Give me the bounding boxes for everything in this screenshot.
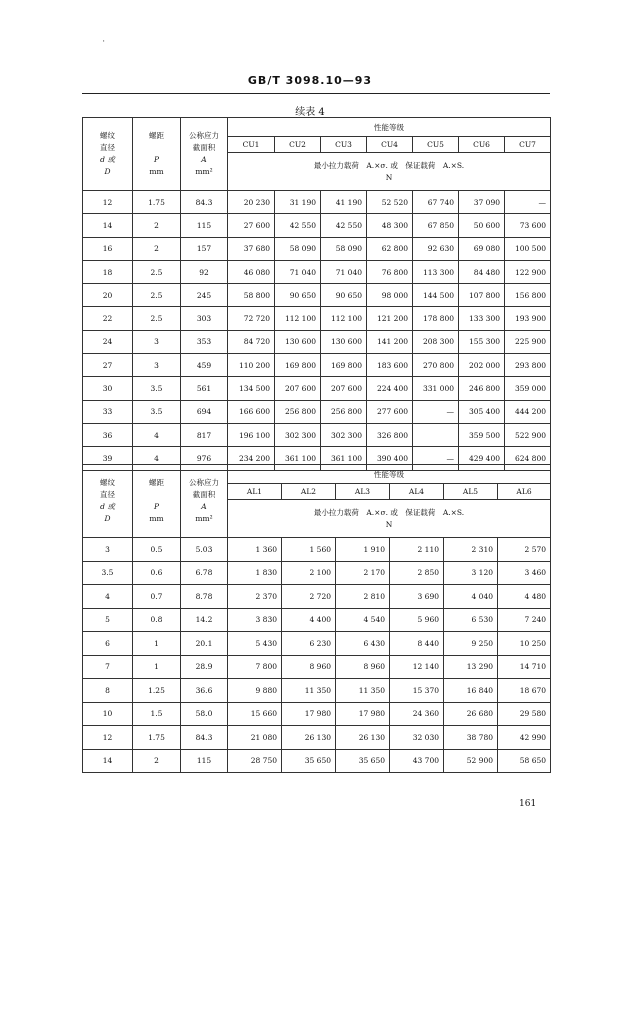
load-value-cell: 2 310	[444, 538, 498, 562]
load-value-cell: 302 300	[321, 423, 367, 446]
table-row	[83, 655, 551, 679]
load-value-cell: 141 200	[367, 330, 413, 353]
thread-diameter-cell: 4	[83, 585, 133, 609]
load-value-cell: 361 100	[321, 447, 367, 470]
load-value-cell: 6 230	[282, 632, 336, 656]
load-value-cell: 31 190	[275, 191, 321, 214]
stress-area-cell: 5.03	[181, 538, 228, 562]
load-value-cell: 11 350	[336, 679, 390, 703]
load-value-cell: 130 600	[321, 330, 367, 353]
load-value-cell: 178 800	[413, 307, 459, 330]
load-value-cell: 8 440	[390, 632, 444, 656]
load-value-cell: 133 300	[459, 307, 505, 330]
pitch-cell: 3	[133, 330, 181, 353]
thread-diameter-cell: 5	[83, 608, 133, 632]
load-value-cell: 208 300	[413, 330, 459, 353]
header-stress-area: 公称应力 截面积 A mm²	[181, 465, 228, 538]
thread-diameter-cell: 20	[83, 284, 133, 307]
thread-diameter-cell: 30	[83, 377, 133, 400]
stress-area-cell: 36.6	[181, 679, 228, 703]
load-value-cell: 293 800	[505, 354, 551, 377]
table-row	[83, 561, 551, 585]
load-value-cell: 6 530	[444, 608, 498, 632]
load-value-cell: 2 570	[498, 538, 551, 562]
stress-area-cell: 115	[181, 214, 228, 237]
pitch-cell: 2.5	[133, 284, 181, 307]
load-value-cell: 2 720	[282, 585, 336, 609]
pitch-cell: 1	[133, 632, 181, 656]
load-value-cell: 84 480	[459, 260, 505, 283]
load-value-cell: 130 600	[275, 330, 321, 353]
stress-area-cell: 28.9	[181, 655, 228, 679]
pitch-cell: 3	[133, 354, 181, 377]
load-value-cell: 92 630	[413, 237, 459, 260]
load-value-cell: 17 980	[282, 702, 336, 726]
load-value-cell: 234 200	[228, 447, 275, 470]
load-value-cell: 155 300	[459, 330, 505, 353]
thread-diameter-cell: 16	[83, 237, 133, 260]
pitch-cell: 2	[133, 237, 181, 260]
load-value-cell: 4 540	[336, 608, 390, 632]
table-row	[83, 214, 551, 237]
load-value-cell: 110 200	[228, 354, 275, 377]
load-value-cell: 3 460	[498, 561, 551, 585]
load-value-cell: 21 080	[228, 726, 282, 750]
load-value-cell: 58 090	[275, 237, 321, 260]
table-row	[83, 377, 551, 400]
stress-area-cell: 561	[181, 377, 228, 400]
header-thread-diameter: 螺纹 直径 d 或 D	[83, 465, 133, 538]
load-value-cell: 58 090	[321, 237, 367, 260]
load-value-cell: 3 690	[390, 585, 444, 609]
load-value-cell: 624 800	[505, 447, 551, 470]
stress-area-cell: 115	[181, 749, 228, 773]
load-value-cell: 156 800	[505, 284, 551, 307]
load-value-cell: 5 430	[228, 632, 282, 656]
thread-diameter-cell: 18	[83, 260, 133, 283]
load-value-cell: 2 170	[336, 561, 390, 585]
load-value-cell: 246 800	[459, 377, 505, 400]
load-value-cell: 98 000	[367, 284, 413, 307]
load-value-cell: 76 800	[367, 260, 413, 283]
stress-area-cell: 245	[181, 284, 228, 307]
load-value-cell: 13 290	[444, 655, 498, 679]
load-value-cell: 5 960	[390, 608, 444, 632]
load-value-cell: 166 600	[228, 400, 275, 423]
load-value-cell: 8 960	[282, 655, 336, 679]
load-value-cell: 225 900	[505, 330, 551, 353]
load-value-cell: 11 350	[282, 679, 336, 703]
load-value-cell: 277 600	[367, 400, 413, 423]
load-value-cell: 305 400	[459, 400, 505, 423]
load-value-cell: 1 910	[336, 538, 390, 562]
table-row	[83, 585, 551, 609]
load-value-cell: 43 700	[390, 749, 444, 773]
load-value-cell: 112 100	[275, 307, 321, 330]
table-row	[83, 632, 551, 656]
table-row	[83, 538, 551, 562]
load-value-cell: 1 360	[228, 538, 282, 562]
table-row	[83, 307, 551, 330]
pitch-cell: 2	[133, 749, 181, 773]
cu-load-caption: 最小拉力载荷 A.×σ. 或 保证载荷 A.×S. N	[228, 153, 551, 191]
load-value-cell: 144 500	[413, 284, 459, 307]
load-value-cell: 50 600	[459, 214, 505, 237]
load-value-cell: —	[505, 191, 551, 214]
pitch-cell: 2	[133, 214, 181, 237]
load-value-cell: 359 000	[505, 377, 551, 400]
load-value-cell: 9 880	[228, 679, 282, 703]
load-value-cell: 20 230	[228, 191, 275, 214]
load-value-cell: 52 520	[367, 191, 413, 214]
load-value-cell: 90 650	[321, 284, 367, 307]
load-value-cell: 90 650	[275, 284, 321, 307]
load-value-cell: 7 240	[498, 608, 551, 632]
load-value-cell: 42 990	[498, 726, 551, 750]
load-value-cell: 134 500	[228, 377, 275, 400]
grade-header: CU2	[275, 137, 321, 153]
header-pitch: 螺距 P mm	[133, 118, 181, 191]
pitch-cell: 3.5	[133, 377, 181, 400]
table-row	[83, 608, 551, 632]
pitch-cell: 1.5	[133, 702, 181, 726]
load-value-cell: 28 750	[228, 749, 282, 773]
thread-diameter-cell: 10	[83, 702, 133, 726]
load-value-cell: 71 040	[275, 260, 321, 283]
thread-diameter-cell: 6	[83, 632, 133, 656]
pitch-cell: 1.75	[133, 191, 181, 214]
load-value-cell: 24 360	[390, 702, 444, 726]
load-value-cell: 2 850	[390, 561, 444, 585]
load-value-cell: 169 800	[275, 354, 321, 377]
thread-diameter-cell: 3.5	[83, 561, 133, 585]
load-value-cell: 37 090	[459, 191, 505, 214]
table-row	[83, 237, 551, 260]
table-row	[83, 191, 551, 214]
stress-area-cell: 84.3	[181, 726, 228, 750]
load-value-cell: 37 680	[228, 237, 275, 260]
table-row	[83, 423, 551, 446]
load-value-cell: 4 040	[444, 585, 498, 609]
load-value-cell: 112 100	[321, 307, 367, 330]
load-value-cell: 67 740	[413, 191, 459, 214]
load-value-cell: 71 040	[321, 260, 367, 283]
grade-header: AL1	[228, 484, 282, 500]
pitch-cell: 1.75	[133, 726, 181, 750]
load-value-cell: 17 980	[336, 702, 390, 726]
load-value-cell: 84 720	[228, 330, 275, 353]
load-value-cell: —	[413, 447, 459, 470]
load-value-cell: 26 130	[282, 726, 336, 750]
stress-area-cell: 303	[181, 307, 228, 330]
load-value-cell: 32 030	[390, 726, 444, 750]
stress-area-cell: 58.0	[181, 702, 228, 726]
load-value-cell: 1 830	[228, 561, 282, 585]
load-value-cell: 38 780	[444, 726, 498, 750]
load-value-cell: 361 100	[275, 447, 321, 470]
pitch-cell: 0.8	[133, 608, 181, 632]
stress-area-cell: 976	[181, 447, 228, 470]
pitch-cell: 0.5	[133, 538, 181, 562]
pitch-cell: 4	[133, 447, 181, 470]
load-value-cell: 256 800	[275, 400, 321, 423]
load-value-cell: 326 800	[367, 423, 413, 446]
load-value-cell: 6 430	[336, 632, 390, 656]
thread-diameter-cell: 14	[83, 749, 133, 773]
load-value-cell: 3 120	[444, 561, 498, 585]
load-value-cell: 35 650	[336, 749, 390, 773]
load-value-cell: 331 000	[413, 377, 459, 400]
grade-header: CU1	[228, 137, 275, 153]
load-value-cell: —	[413, 400, 459, 423]
table-row	[83, 726, 551, 750]
load-value-cell: 429 400	[459, 447, 505, 470]
stress-area-cell: 84.3	[181, 191, 228, 214]
grade-header: AL4	[390, 484, 444, 500]
page-number: 161	[519, 799, 537, 809]
al-load-caption: 最小拉力载荷 A.×σ. 或 保证载荷 A.×S. N	[228, 500, 551, 538]
load-value-cell: 69 080	[459, 237, 505, 260]
stress-area-cell: 14.2	[181, 608, 228, 632]
load-value-cell: 224 400	[367, 377, 413, 400]
table-row	[83, 330, 551, 353]
load-value-cell: 14 710	[498, 655, 551, 679]
load-value-cell: 2 810	[336, 585, 390, 609]
load-value-cell: 522 900	[505, 423, 551, 446]
table-row	[83, 400, 551, 423]
load-value-cell: 207 600	[275, 377, 321, 400]
thread-diameter-cell: 7	[83, 655, 133, 679]
load-value-cell: 58 650	[498, 749, 551, 773]
load-value-cell: 18 670	[498, 679, 551, 703]
load-value-cell: 4 480	[498, 585, 551, 609]
load-value-cell: 52 900	[444, 749, 498, 773]
load-value-cell: 10 250	[498, 632, 551, 656]
load-value-cell: 67 850	[413, 214, 459, 237]
load-value-cell: 4 400	[282, 608, 336, 632]
load-value-cell: 3 830	[228, 608, 282, 632]
load-value-cell: 2 370	[228, 585, 282, 609]
grade-header: CU4	[367, 137, 413, 153]
standard-code: GB/T 3098.10—93	[247, 74, 373, 87]
load-value-cell: 48 300	[367, 214, 413, 237]
grade-header: AL2	[282, 484, 336, 500]
header-pitch: 螺距 P mm	[133, 465, 181, 538]
grade-header: CU7	[505, 137, 551, 153]
stress-area-cell: 694	[181, 400, 228, 423]
load-value-cell: 444 200	[505, 400, 551, 423]
thread-diameter-cell: 22	[83, 307, 133, 330]
stress-area-cell: 459	[181, 354, 228, 377]
thread-diameter-cell: 24	[83, 330, 133, 353]
load-value-cell: 202 000	[459, 354, 505, 377]
load-value-cell: 270 800	[413, 354, 459, 377]
load-value-cell: 359 500	[459, 423, 505, 446]
header-rule	[82, 93, 550, 94]
stress-area-cell: 92	[181, 260, 228, 283]
cu-grade-title: 性能等级	[228, 118, 551, 137]
margin-mark: '	[103, 40, 105, 47]
header-thread-diameter: 螺纹 直径 d 或 D	[83, 118, 133, 191]
grade-header: AL5	[444, 484, 498, 500]
load-value-cell: 193 900	[505, 307, 551, 330]
grade-header: CU6	[459, 137, 505, 153]
table-row	[83, 749, 551, 773]
load-value-cell: 26 680	[444, 702, 498, 726]
stress-area-cell: 817	[181, 423, 228, 446]
load-value-cell: 9 250	[444, 632, 498, 656]
stress-area-cell: 157	[181, 237, 228, 260]
thread-diameter-cell: 33	[83, 400, 133, 423]
pitch-cell: 1.25	[133, 679, 181, 703]
load-value-cell: 27 600	[228, 214, 275, 237]
thread-diameter-cell: 27	[83, 354, 133, 377]
load-value-cell: 302 300	[275, 423, 321, 446]
thread-diameter-cell: 14	[83, 214, 133, 237]
grade-header: CU3	[321, 137, 367, 153]
load-value-cell: 183 600	[367, 354, 413, 377]
load-value-cell: 16 840	[444, 679, 498, 703]
load-value-cell: 2 100	[282, 561, 336, 585]
al-property-table	[82, 464, 551, 773]
load-value-cell: 8 960	[336, 655, 390, 679]
load-value-cell: 107 800	[459, 284, 505, 307]
thread-diameter-cell: 12	[83, 726, 133, 750]
load-value-cell	[413, 423, 459, 446]
thread-diameter-cell: 3	[83, 538, 133, 562]
load-value-cell: 35 650	[282, 749, 336, 773]
load-value-cell: 12 140	[390, 655, 444, 679]
pitch-cell: 2.5	[133, 260, 181, 283]
thread-diameter-cell: 36	[83, 423, 133, 446]
stress-area-cell: 6.78	[181, 561, 228, 585]
load-value-cell: 1 560	[282, 538, 336, 562]
load-value-cell: 207 600	[321, 377, 367, 400]
pitch-cell: 3.5	[133, 400, 181, 423]
load-value-cell: 42 550	[275, 214, 321, 237]
stress-area-cell: 8.78	[181, 585, 228, 609]
load-value-cell: 113 300	[413, 260, 459, 283]
table-row	[83, 354, 551, 377]
load-value-cell: 100 500	[505, 237, 551, 260]
load-value-cell: 196 100	[228, 423, 275, 446]
header-stress-area: 公称应力 截面积 A mm²	[181, 118, 228, 191]
pitch-cell: 0.7	[133, 585, 181, 609]
load-value-cell: 26 130	[336, 726, 390, 750]
load-value-cell: 46 080	[228, 260, 275, 283]
pitch-cell: 0.6	[133, 561, 181, 585]
load-value-cell: 169 800	[321, 354, 367, 377]
load-value-cell: 122 900	[505, 260, 551, 283]
table-row	[83, 284, 551, 307]
pitch-cell: 2.5	[133, 307, 181, 330]
load-value-cell: 7 800	[228, 655, 282, 679]
table-row	[83, 702, 551, 726]
load-value-cell: 15 660	[228, 702, 282, 726]
load-value-cell: 256 800	[321, 400, 367, 423]
load-value-cell: 72 720	[228, 307, 275, 330]
stress-area-cell: 20.1	[181, 632, 228, 656]
table-row	[83, 679, 551, 703]
load-value-cell: 41 190	[321, 191, 367, 214]
table-row	[83, 260, 551, 283]
load-value-cell: 121 200	[367, 307, 413, 330]
load-value-cell: 73 600	[505, 214, 551, 237]
load-value-cell: 29 580	[498, 702, 551, 726]
stress-area-cell: 353	[181, 330, 228, 353]
load-value-cell: 58 800	[228, 284, 275, 307]
load-value-cell: 62 800	[367, 237, 413, 260]
pitch-cell: 1	[133, 655, 181, 679]
load-value-cell: 390 400	[367, 447, 413, 470]
load-value-cell: 15 370	[390, 679, 444, 703]
load-value-cell: 42 550	[321, 214, 367, 237]
table-continued-title: 续表 4	[295, 107, 325, 118]
thread-diameter-cell: 8	[83, 679, 133, 703]
grade-header: AL6	[498, 484, 551, 500]
pitch-cell: 4	[133, 423, 181, 446]
grade-header: AL3	[336, 484, 390, 500]
thread-diameter-cell: 39	[83, 447, 133, 470]
grade-header: CU5	[413, 137, 459, 153]
al-grade-title: 性能等级	[228, 465, 551, 484]
thread-diameter-cell: 12	[83, 191, 133, 214]
load-value-cell: 2 110	[390, 538, 444, 562]
cu-property-table	[82, 117, 551, 471]
